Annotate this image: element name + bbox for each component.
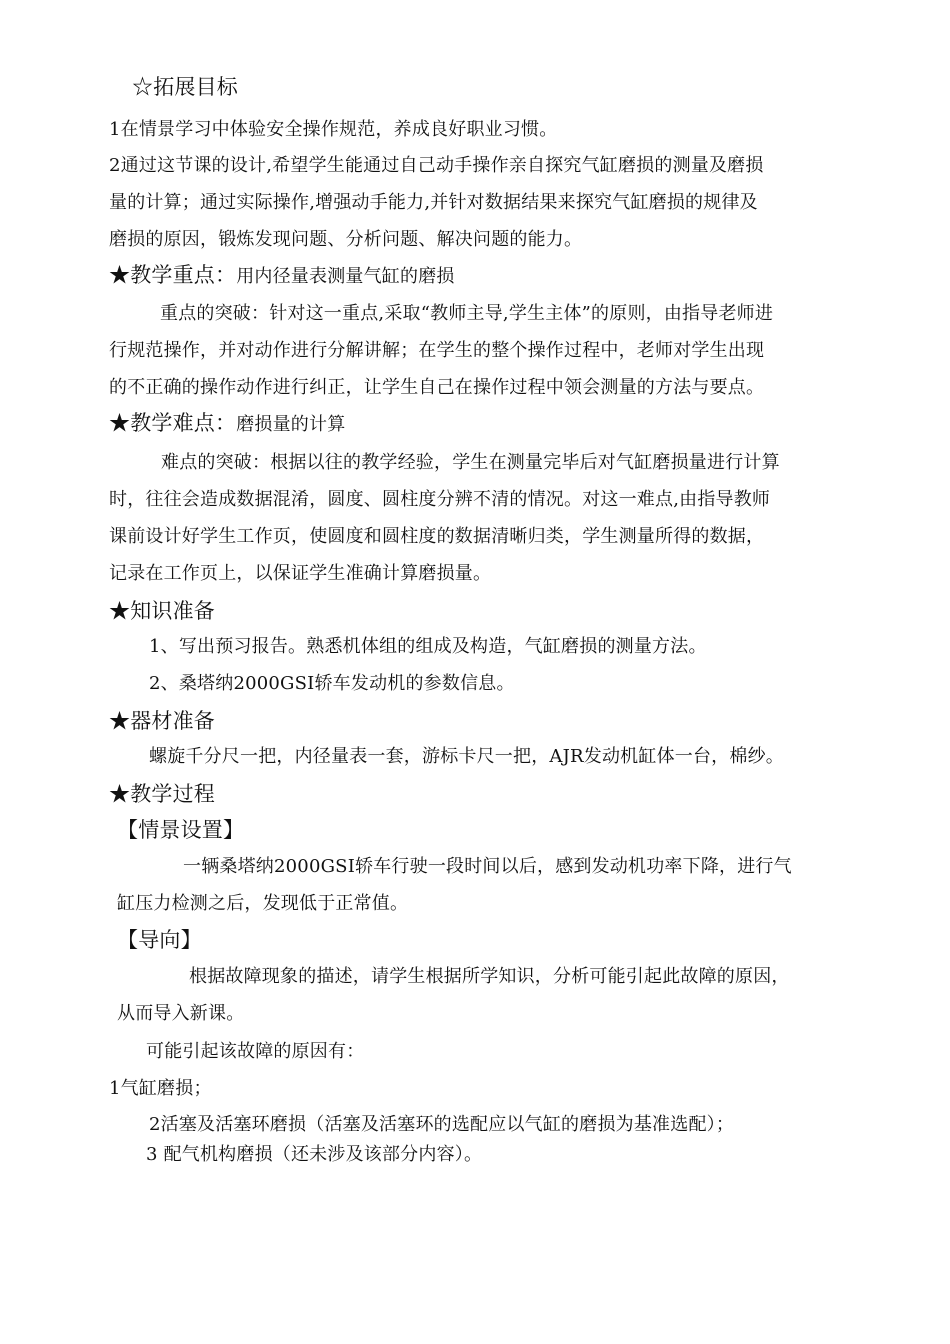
goal-item-2-line-3: 磨损的原因，锻炼发现问题、分析问题、解决问题的能力。: [109, 229, 583, 250]
heading-difficulty: [109, 410, 345, 438]
heading-guidance: 【导向】: [117, 928, 202, 952]
difficulty-breakthrough-line-2: 时，往往会造成数据混淆，圆度、圆柱度分辨不清的情况。对这一难点,由指导教师: [109, 489, 771, 510]
heading-teaching-process: ★教学过程: [109, 782, 215, 806]
key-point-text: 用内径量表测量气缸的磨损: [236, 266, 455, 287]
key-point-breakthrough-line-2: 行规范操作，并对动作进行分解讲解；在学生的整个操作过程中，老师对学生出现: [109, 340, 765, 361]
heading-equipment-preparation: ★器材准备: [109, 709, 215, 733]
scene-line-1: 一辆桑塔纳2000GSI轿车行驶一段时间以后，感到发动机功率下降，进行气: [183, 856, 792, 877]
cause-item-2: 2活塞及活塞环磨损（活塞及活塞环的选配应以气缸的磨损为基准选配）；: [149, 1114, 735, 1135]
possible-causes-intro: 可能引起该故障的原因有：: [146, 1041, 365, 1062]
goal-item-2-line-1: 2通过这节课的设计,希望学生能通过自己动手操作亲自探究气缸磨损的测量及磨损: [109, 155, 764, 176]
difficulty-breakthrough-line-1: 难点的突破：根据以往的教学经验，学生在测量完毕后对气缸磨损量进行计算: [161, 452, 780, 473]
goal-item-1: 1在情景学习中体验安全操作规范，养成良好职业习惯。: [109, 119, 558, 140]
cause-item-3: 3 配气机构磨损（还未涉及该部分内容）。: [146, 1144, 483, 1165]
key-point-breakthrough-line-3: 的不正确的操作动作进行纠正，让学生自己在操作过程中领会测量的方法与要点。: [109, 377, 765, 398]
key-point-breakthrough-line-1: 重点的突破：针对这一重点,采取“教师主导,学生主体”的原则，由指导老师进: [160, 303, 774, 324]
heading-extension-goals: ☆拓展目标: [132, 75, 238, 99]
equipment-text: 螺旋千分尺一把，内径量表一套，游标卡尺一把，AJR发动机缸体一台，棉纱。: [149, 746, 784, 767]
goal-item-2-line-2: 量的计算；通过实际操作,增强动手能力,并针对数据结果来探究气缸磨损的规律及: [109, 192, 758, 213]
knowledge-item-2: 2、桑塔纳2000GSI轿车发动机的参数信息。: [149, 673, 515, 694]
guidance-line-2: 从而导入新课。: [117, 1003, 245, 1024]
key-point-label: ★教学重点：: [109, 263, 237, 287]
heading-knowledge-preparation: ★知识准备: [109, 599, 215, 623]
cause-item-1: 1气缸磨损；: [109, 1078, 212, 1099]
scene-line-2: 缸压力检测之后，发现低于正常值。: [117, 893, 409, 914]
heading-scene-setting: 【情景设置】: [117, 818, 245, 842]
difficulty-label: ★教学难点：: [109, 411, 237, 435]
heading-key-point: [109, 262, 455, 290]
guidance-line-1: 根据故障现象的描述，请学生根据所学知识，分析可能引起此故障的原因，: [189, 966, 790, 987]
difficulty-breakthrough-line-4: 记录在工作页上，以保证学生准确计算磨损量。: [109, 563, 492, 584]
knowledge-item-1: 1、写出预习报告。熟悉机体组的组成及构造，气缸磨损的测量方法。: [149, 636, 707, 657]
difficulty-breakthrough-line-3: 课前设计好学生工作页，使圆度和圆柱度的数据清晰归类，学生测量所得的数据，: [109, 526, 765, 547]
difficulty-text: 磨损量的计算: [236, 414, 346, 435]
